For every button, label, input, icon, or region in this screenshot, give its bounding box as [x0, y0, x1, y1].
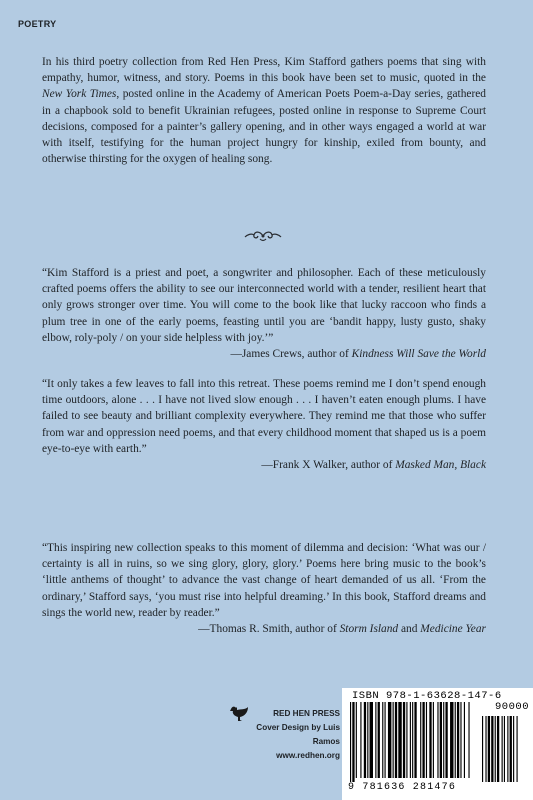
quote-attribution — [42, 457, 486, 473]
description-text-start: In his third poetry collection from Red Hen Press, Kim Stafford gathers poems that sing with empathy, humor, witness, and story. Poems in this book have been set to music, quoted in the — [42, 56, 486, 85]
attribution-book-title: Masked Man, Black — [395, 459, 486, 472]
attribution-author: —James Crews, author of — [230, 348, 352, 361]
blurb-quote-3 — [42, 540, 486, 637]
attribution-book-title: Kindness Will Save the World — [351, 348, 486, 361]
attribution-conjunction: and — [398, 623, 421, 636]
category-label: POETRY — [18, 19, 57, 29]
publisher-website: www.redhen.org — [276, 751, 340, 760]
isbn-barcode — [342, 688, 533, 800]
publisher-info — [229, 707, 340, 763]
blurb-quote-2 — [42, 376, 486, 473]
ornament-icon — [243, 229, 283, 243]
quote-text: “This inspiring new collection speaks to this moment of dilemma and decision: ‘What was our / certainty is all in ruins, so we sing glory, glory, glory.’ Poems here bring music to the book’s ‘little anthems of thought’ to advance the vast change of heart demanded of us all. ‘From the ordinary,’ Stafford says, ‘you must rise into helpful dreaming.’ In this book, Stafford dreams and sings the world new, reader by reader.” — [42, 542, 486, 619]
cover-design-credit: Cover Design by Luis Ramos — [256, 723, 340, 746]
publisher-name: RED HEN PRESS — [273, 709, 340, 718]
quote-text: “Kim Stafford is a priest and poet, a songwriter and philosopher. Each of these meticulously crafted poems offers the ability to see our interconnected world with a tender, resilient heart that only grows stronger over time. You will come to the book like that lucky raccoon who finds a plum tree in one of the early poems, feasting until you are ‘bandit happy, lusty gusto, shaky elbow, roly-poly / on your side helpless with joy.’” — [42, 267, 486, 344]
price-code: 90000 — [494, 701, 529, 713]
quote-attribution — [42, 346, 486, 362]
attribution-author: —Frank X Walker, author of — [261, 459, 396, 472]
isbn-number: ISBN 978-1-63628-147-6 — [352, 690, 502, 702]
quote-attribution — [42, 621, 486, 637]
barcode-bars — [350, 702, 530, 784]
attribution-book-title: Storm Island — [339, 623, 399, 636]
quote-text: “It only takes a few leaves to fall into this retreat. These poems remind me I don’t spend enough time outdoors, alone . . . I have not lived slow enough . . . I haven’t eaten enough plums. I have failed to see beauty and brilliant complexity everywhere. They remind me that those who suffer from war and oppression need poems, and that every childhood moment that shaped us is a poem eye-to-eye with earth.” — [42, 378, 486, 455]
blurb-quote-1 — [42, 265, 486, 362]
description-text-end: , posted online in the Academy of American Poets Poem-a-Day series, gathered in a chapbook sold to benefit Ukrainian refugees, posted online in response to Supreme Court decisions, composed for a painter’s gallery opening, and in other ways engaged a world at war with itself, testifying for the human project hungry for kinship, exiled from bounty, and otherwise thirsting for the oxygen of healing song. — [42, 88, 486, 166]
attribution-author: —Thomas R. Smith, author of — [198, 623, 340, 636]
ean-digits: 9 781636 281476 — [348, 782, 457, 793]
attribution-book-title-2: Medicine Year — [420, 623, 486, 636]
book-description — [42, 54, 486, 167]
description-italic-title: New York Times — [42, 88, 117, 101]
